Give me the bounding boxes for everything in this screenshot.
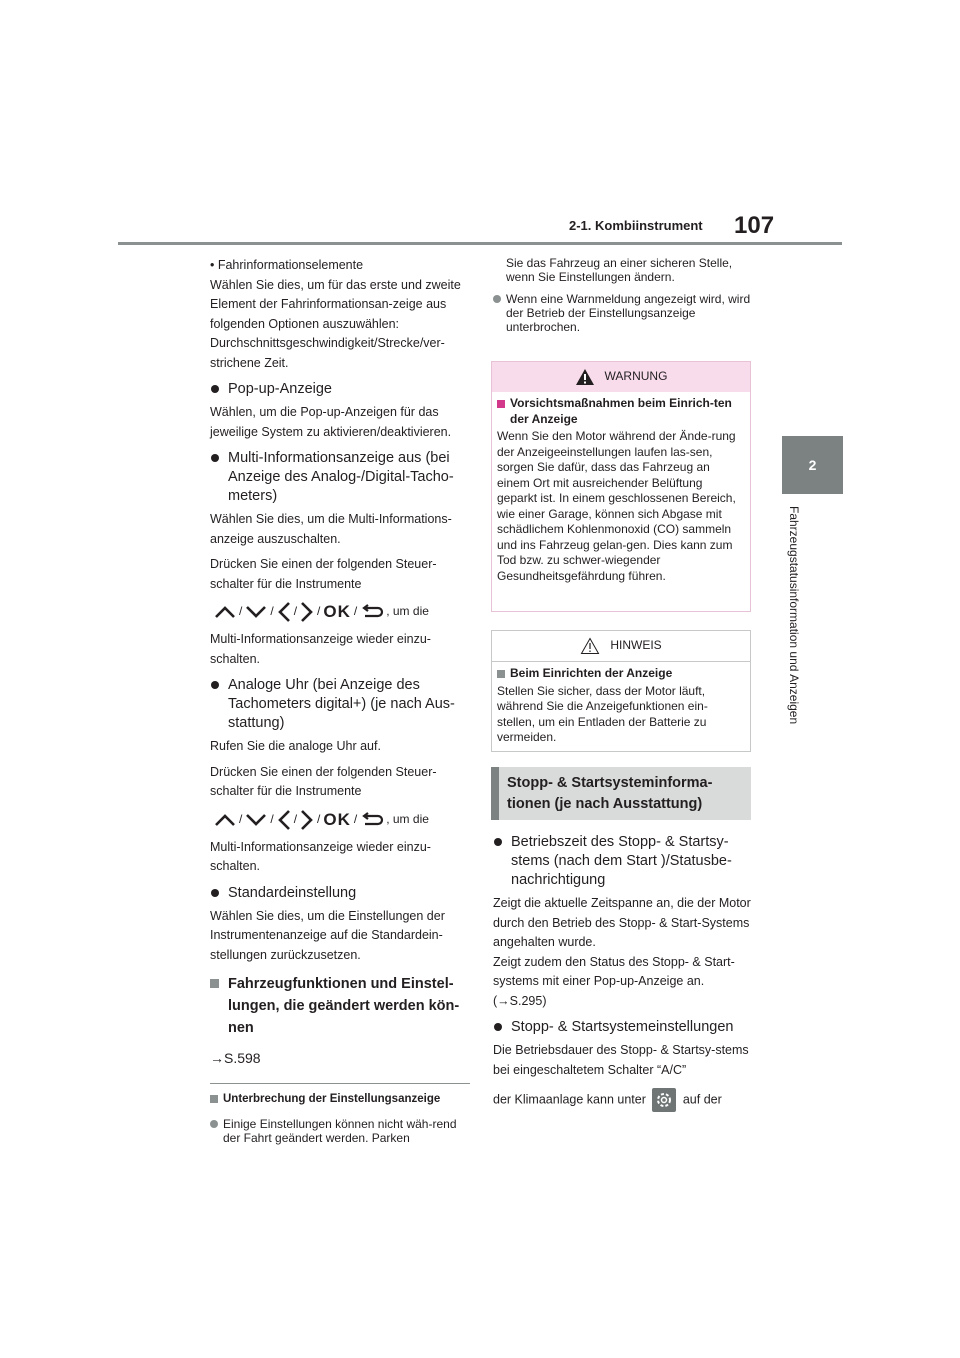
left-column — [210, 256, 470, 1145]
warning-header: WARNUNG — [492, 362, 750, 392]
functions-heading: Fahrzeugfunktionen und Einstel-lungen, die geändert werden kön-nen — [210, 973, 470, 1039]
item-intro: • Fahrinformationselemente — [210, 258, 364, 272]
chevron-right-icon — [300, 601, 314, 623]
chevron-right-icon — [300, 809, 314, 831]
control-switches-row-2: / / / / OK / , um die — [214, 808, 470, 832]
ok-icon: OK — [323, 809, 351, 829]
stop-text1: Zeigt die aktuelle Zeitspanne an, die der Motor durch den Betrieb des Stopp- & Start-Systems angehalten wurde. — [493, 896, 751, 949]
ok-icon: OK — [323, 602, 351, 622]
default-text: Wählen Sie dies, um die Einstellungen der Instrumentenanzeige auf die Standardein-stellungen zurückzusetzen. — [210, 908, 445, 962]
warning-message-note: Wenn eine Warnmeldung angezeigt wird, wird der Betrieb der Einstellungsanzeige unterbrochen. — [493, 292, 755, 334]
interrupt-heading: Unterbrechung der Einstellungsanzeige — [210, 1090, 470, 1110]
chevron-down-icon — [245, 605, 267, 619]
back-icon — [360, 604, 384, 620]
chapter-title-vertical: Fahrzeugstatusinformation und Anzeigen — [787, 506, 801, 725]
warning-text: Wenn Sie den Motor während der Ände-rung der Anzeigeeinstellungen laufen las-sen, sorgen Sie dafür, dass das Fahrzeug an einem Ort mit ausreichender Belüftung geparkt ist. In einem geschlossenen Bereich, wie einer Garage, können sich Abgase mit schädlichem Kohlenmonoxid (CO) sammeln und ins Fahrzeug gelan-gen. Dies kann zum Tod bzw. zu schwer-wiegender Gesundheitsgefährdung führen. — [497, 429, 736, 583]
right-column-bottom — [493, 826, 755, 1112]
stop-text2: Zeigt zudem den Status des Stopp- & Start-systems mit einer Pop-up-Anzeige an. — [493, 954, 735, 988]
caution-triangle-icon — [580, 637, 600, 655]
control-switches-row: / / / / OK / , um die — [214, 600, 470, 624]
analog-text2: Drücken Sie einen der folgenden Steuer-schalter für die Instrumente — [210, 764, 437, 798]
multi-off-text2: Drücken Sie einen der folgenden Steuer-schalter für die Instrumente — [210, 557, 437, 591]
analog-clock-heading: Analoge Uhr (bei Anzeige des Tachometers digital+) (je nach Aus-stattung) — [210, 676, 470, 733]
header-section-title: 2-1. Kombiinstrument — [569, 218, 703, 233]
notes-divider — [210, 1083, 470, 1084]
chevron-left-icon — [277, 809, 291, 831]
warning-triangle-icon — [575, 368, 595, 386]
warning-subheading: Vorsichtsmaßnahmen beim Einrich-ten der Anzeige — [497, 396, 745, 427]
item-intro-text: Wählen Sie dies, um für das erste und zweite Element der Fahrinformationsan-zeige aus folgenden Optionen auszuwählen: Durchschnittsgeschwindigkeit/Strecke/ver-strichene Zeit. — [210, 277, 461, 370]
multi-off-text1: Wählen Sie dies, um die Multi-Informations-anzeige auszuschalten. — [210, 512, 452, 546]
analog-text3: Multi-Informationsanzeige wieder einzu-schalten. — [210, 839, 431, 873]
hint-box — [491, 630, 751, 752]
warning-box — [491, 361, 751, 612]
hint-subheading: Beim Einrichten der Anzeige — [497, 666, 745, 682]
page-number: 107 — [734, 212, 775, 239]
hint-text: Stellen Sie sicher, dass der Motor läuft, während Sie die Anzeigefunktionen ein-stellen, um ein Entladen der Batterie zu vermeiden. — [497, 683, 708, 744]
analog-text1: Rufen Sie die analoge Uhr auf. — [210, 739, 381, 753]
settings-gear-icon — [652, 1088, 676, 1112]
hint-header: HINWEIS — [492, 631, 750, 662]
chevron-left-icon — [277, 601, 291, 623]
back-icon — [360, 812, 384, 828]
multi-off-heading: Multi-Informationsanzeige aus (bei Anzeige des Analog-/Digital-Tacho-meters) — [210, 449, 470, 506]
right-column-top — [493, 256, 755, 334]
interrupt-note: Einige Einstellungen können nicht wäh-rend der Fahrt geändert werden. Parken — [210, 1117, 470, 1145]
chapter-tab: 2 — [782, 436, 843, 494]
chevron-up-icon — [214, 605, 236, 619]
stop-ref[interactable]: (→S.295) — [493, 993, 547, 1008]
header-divider — [118, 242, 842, 245]
chevron-up-icon — [214, 813, 236, 827]
functions-ref[interactable]: →S.598 — [210, 1050, 261, 1066]
popup-heading: Pop-up-Anzeige — [210, 380, 470, 399]
settings-text1: Die Betriebsdauer des Stopp- & Startsy-stems bei eingeschaltetem Schalter “A/C” — [493, 1043, 749, 1077]
multi-off-text3: Multi-Informationsanzeige wieder einzu-schalten. — [210, 632, 431, 666]
chevron-down-icon — [245, 813, 267, 827]
stop-time-heading: Betriebszeit des Stopp- & Startsy-stems (nach dem Start )/Statusbe-nachrichtigung — [493, 833, 755, 890]
section-heading: Stopp- & Startsysteminforma-tionen (je nach Ausstattung) — [491, 767, 751, 820]
settings-text2: der Klimaanlage kann unter auf der — [493, 1088, 755, 1112]
stop-settings-heading: Stopp- & Startsystemeinstellungen — [493, 1018, 755, 1037]
popup-text: Wählen, um die Pop-up-Anzeigen für das jeweilige System zu aktivieren/deaktivieren. — [210, 405, 452, 439]
continued-text: Sie das Fahrzeug an einer sicheren Stelle, wenn Sie Einstellungen ändern. — [506, 256, 733, 284]
default-heading: Standardeinstellung — [210, 884, 470, 903]
